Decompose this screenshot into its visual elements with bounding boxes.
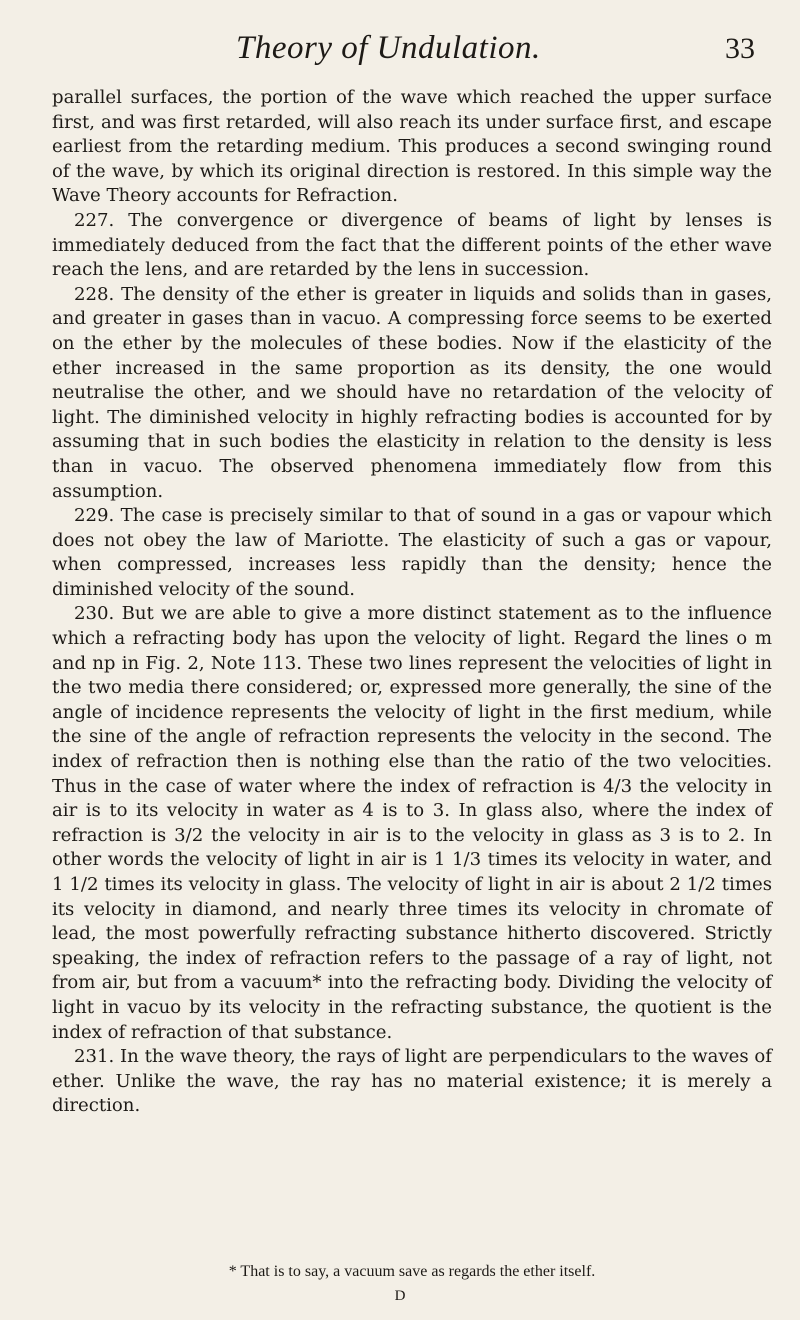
- paragraph-228: 228. The density of the ether is greater in liquids and solids than in gases, and greater in gases than in vacuo. A compressing force seems to be exerted on the ether by the molecules of these bodies. Now if the elasticity of the ether increased in the same proportion as its density, the one would neutralise the other, and we should have no retardation of the velocity of light. The diminished velocity in highly refracting bodies is accounted for by assuming that in such bodies the elasticity in relation to the density is less than in vacuo. The observed phenomena immediately flow from this assumption.: [52, 283, 772, 502]
- paragraph-229: 229. The case is precisely similar to that of sound in a gas or vapour which does not obey the law of Mariotte. The elasticity of such a gas or vapour, when compressed, increases less rapidly than the density; hence the diminished velocity of the sound.: [52, 505, 772, 600]
- body-text: [52, 86, 772, 1119]
- page-header: [0, 30, 800, 74]
- running-title: Theory of Undulation.: [236, 30, 541, 66]
- page-number: 33: [725, 32, 755, 65]
- paragraph-continuation: parallel surfaces, the portion of the wave which reached the upper surface first, and was first retarded, will also reach its under surface first, and escape earliest from the retarding medium. This produces a second swinging round of the wave, by which its original direction is restored. In this simple way the Wave Theory accounts for Refraction.: [52, 87, 772, 207]
- paragraph-231: 231. In the wave theory, the rays of light are perpendiculars to the waves of ether. Unlike the wave, the ray has no material existence; it is merely a direction.: [52, 1046, 773, 1117]
- paragraph-230: 230. But we are able to give a more distinct statement as to the influence which a refracting body has upon the velocity of light. Regard the lines o m and np in Fig. 2, Note 113. These two lines represent the velocities of light in the two media there considered; or, expressed more generally, the sine of the angle of incidence represents the velocity of light in the first medium, while the sine of the angle of refraction represents the velocity in the second. The index of refraction then is nothing else than the ratio of the two velocities. Thus in the case of water where the index of refraction is 4/3 the velocity in air is to its velocity in water as 4 is to 3. In glass also, where the index of refraction is 3/2 the velocity in air is to the velocity in glass as 3 is to 2. In other words the velocity of light in air is 1 1/3 times its velocity in water, and 1 1/2 times its velocity in glass. The velocity of light in air is about 2 1/2 times its velocity in diamond, and nearly three times its velocity in chromate of lead, the most powerfully refracting substance hitherto discovered. Strictly speaking, the index of refraction refers to the passage of a ray of light, not from air, but from a vacuum* into the refracting body. Dividing the velocity of light in vacuo by its velocity in the refracting substance, the quotient is the index of refraction of that substance.: [52, 603, 772, 1043]
- paragraph-227: 227. The convergence or divergence of beams of light by lenses is immediately deduced from the fact that the different points of the ether wave reach the lens, and are retarded by the lens in succession.: [52, 209, 772, 281]
- footnote: * That is to say, a vacuum save as regards the ether itself.: [228, 1263, 596, 1280]
- signature-mark: D: [394, 1288, 406, 1304]
